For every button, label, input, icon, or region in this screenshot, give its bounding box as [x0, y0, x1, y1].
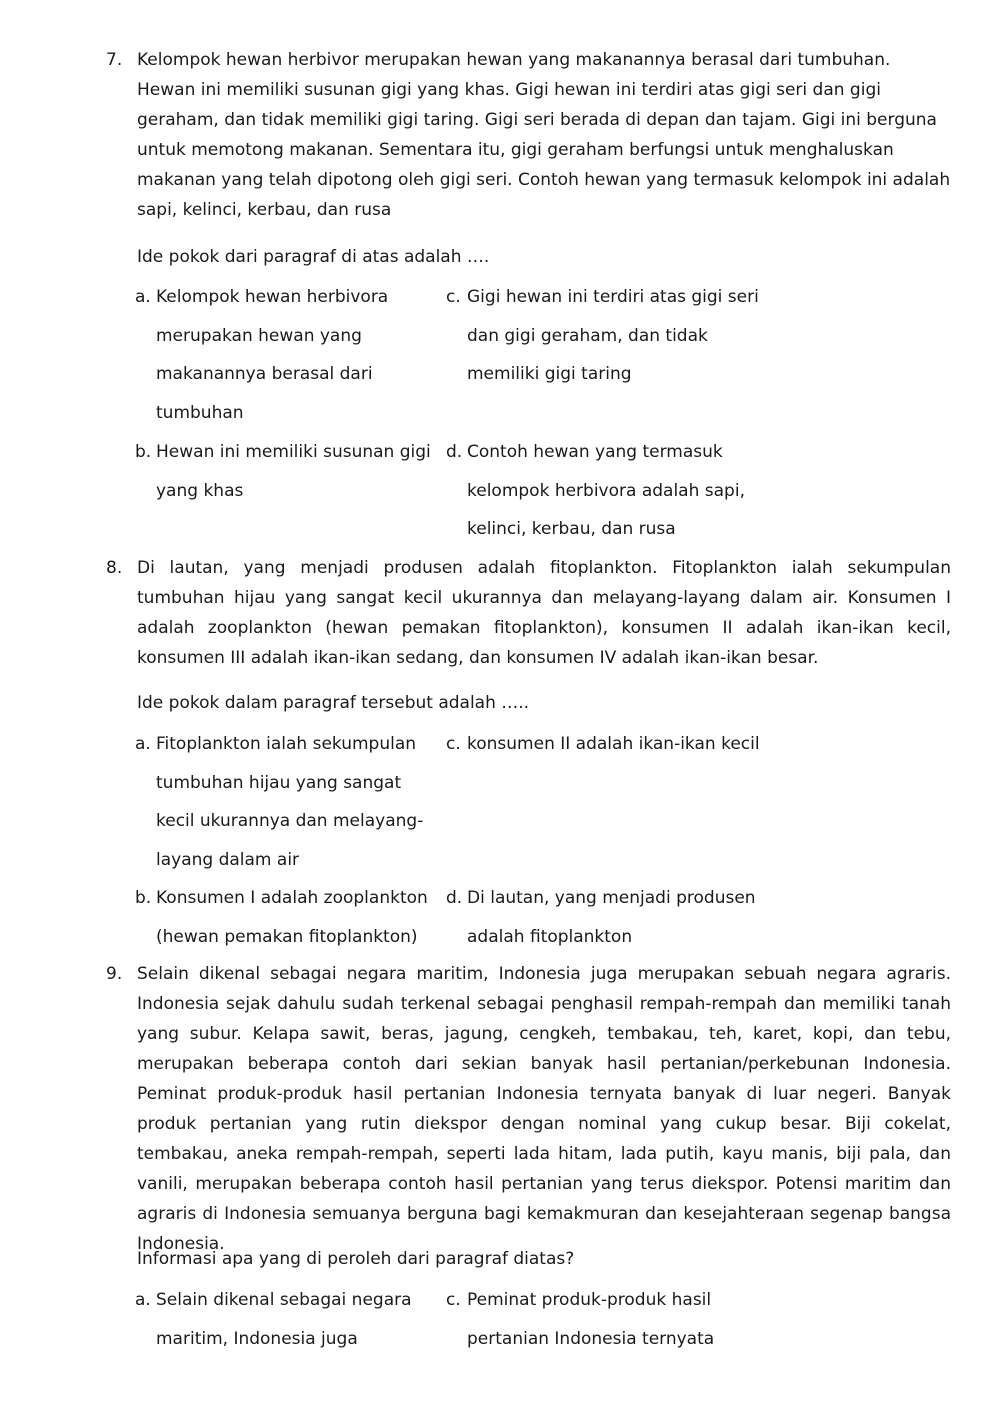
option-d[interactable]: [446, 879, 766, 956]
option-text: Kelompok hewan herbivora merupakan hewan yang makanannya berasal dari tumbuhan: [156, 287, 389, 423]
option-text: Konsumen I adalah zooplankton (hewan pemakan fitoplankton): [156, 888, 428, 947]
option-a[interactable]: [135, 278, 435, 432]
option-text: Di lautan, yang menjadi produsen adalah fitoplankton: [467, 888, 756, 947]
question-number: 8.: [106, 558, 123, 578]
question-number: 7.: [106, 50, 123, 70]
question-prompt: Ide pokok dalam paragraf tersebut adalah …..: [137, 693, 530, 713]
option-text: Contoh hewan yang termasuk kelompok herbivora adalah sapi, kelinci, kerbau, dan rusa: [467, 442, 745, 540]
option-letter: b.: [135, 442, 152, 462]
question-number: 9.: [106, 964, 123, 984]
option-letter: c.: [446, 734, 461, 754]
option-letter: d.: [446, 888, 463, 908]
option-a[interactable]: [135, 725, 435, 879]
question-prompt: Informasi apa yang di peroleh dari paragraf diatas?: [137, 1249, 575, 1269]
option-text: konsumen II adalah ikan-ikan kecil: [467, 734, 760, 754]
option-letter: b.: [135, 888, 152, 908]
option-text: Fitoplankton ialah sekumpulan tumbuhan hijau yang sangat kecil ukurannya dan melayang-layang dalam air: [156, 734, 424, 870]
option-text: Gigi hewan ini terdiri atas gigi seri dan gigi geraham, dan tidak memiliki gigi taring: [467, 287, 759, 385]
option-letter: a.: [135, 1290, 151, 1310]
question-paragraph: Di lautan, yang menjadi produsen adalah fitoplankton. Fitoplankton ialah sekumpulan tumbuhan hijau yang sangat kecil ukurannya dan melayang-layang dalam air. Konsumen I adalah zooplankton (hewan pemakan fitoplankton), konsumen II adalah ikan-ikan kecil, konsumen III adalah ikan-ikan sedang, dan konsumen IV adalah ikan-ikan besar.: [137, 558, 951, 668]
option-b[interactable]: [135, 433, 435, 510]
question-prompt: Ide pokok dari paragraf di atas adalah ….: [137, 247, 490, 267]
option-c[interactable]: [446, 278, 766, 394]
option-letter: c.: [446, 1290, 461, 1310]
option-b[interactable]: [135, 879, 435, 956]
option-letter: a.: [135, 734, 151, 754]
question-paragraph: Kelompok hewan herbivor merupakan hewan yang makanannya berasal dari tumbuhan. Hewan ini memiliki susunan gigi yang khas. Gigi hewan ini terdiri atas gigi seri dan gigi geraham, dan tidak memiliki gigi taring. Gigi seri berada di depan dan tajam. Gigi ini berguna untuk memotong makanan. Sementara itu, gigi geraham berfungsi untuk menghaluskan makanan yang telah dipotong oleh gigi seri. Contoh hewan yang termasuk kelompok ini adalah sapi, kelinci, kerbau, dan rusa: [137, 50, 951, 220]
option-text: Peminat produk-produk hasil pertanian Indonesia ternyata: [467, 1290, 715, 1349]
option-text: Hewan ini memiliki susunan gigi yang khas: [156, 442, 431, 501]
option-letter: a.: [135, 287, 151, 307]
option-d[interactable]: [446, 433, 766, 549]
option-a[interactable]: [135, 1281, 435, 1358]
option-c[interactable]: [446, 725, 766, 764]
option-text: Selain dikenal sebagai negara maritim, Indonesia juga: [156, 1290, 412, 1349]
question-paragraph: Selain dikenal sebagai negara maritim, Indonesia juga merupakan sebuah negara agraris. Indonesia sejak dahulu sudah terkenal sebagai penghasil rempah-rempah dan memiliki tanah yang subur. Kelapa sawit, beras, jagung, cengkeh, tembakau, teh, karet, kopi, dan tebu, merupakan beberapa contoh dari sekian banyak hasil pertanian/perkebunan Indonesia. Peminat produk-produk hasil pertanian Indonesia ternyata banyak di luar negeri. Banyak produk pertanian yang rutin diekspor dengan nominal yang cukup besar. Biji cokelat, tembakau, aneka rempah-rempah, seperti lada hitam, lada putih, kayu manis, biji pala, dan vanili, merupakan beberapa contoh hasil pertanian yang terus diekspor. Potensi maritim dan agraris di Indonesia semuanya berguna bagi kemakmuran dan kesejahteraan segenap bangsa Indonesia.: [137, 964, 951, 1254]
option-c[interactable]: [446, 1281, 766, 1358]
option-letter: d.: [446, 442, 463, 462]
option-letter: c.: [446, 287, 461, 307]
